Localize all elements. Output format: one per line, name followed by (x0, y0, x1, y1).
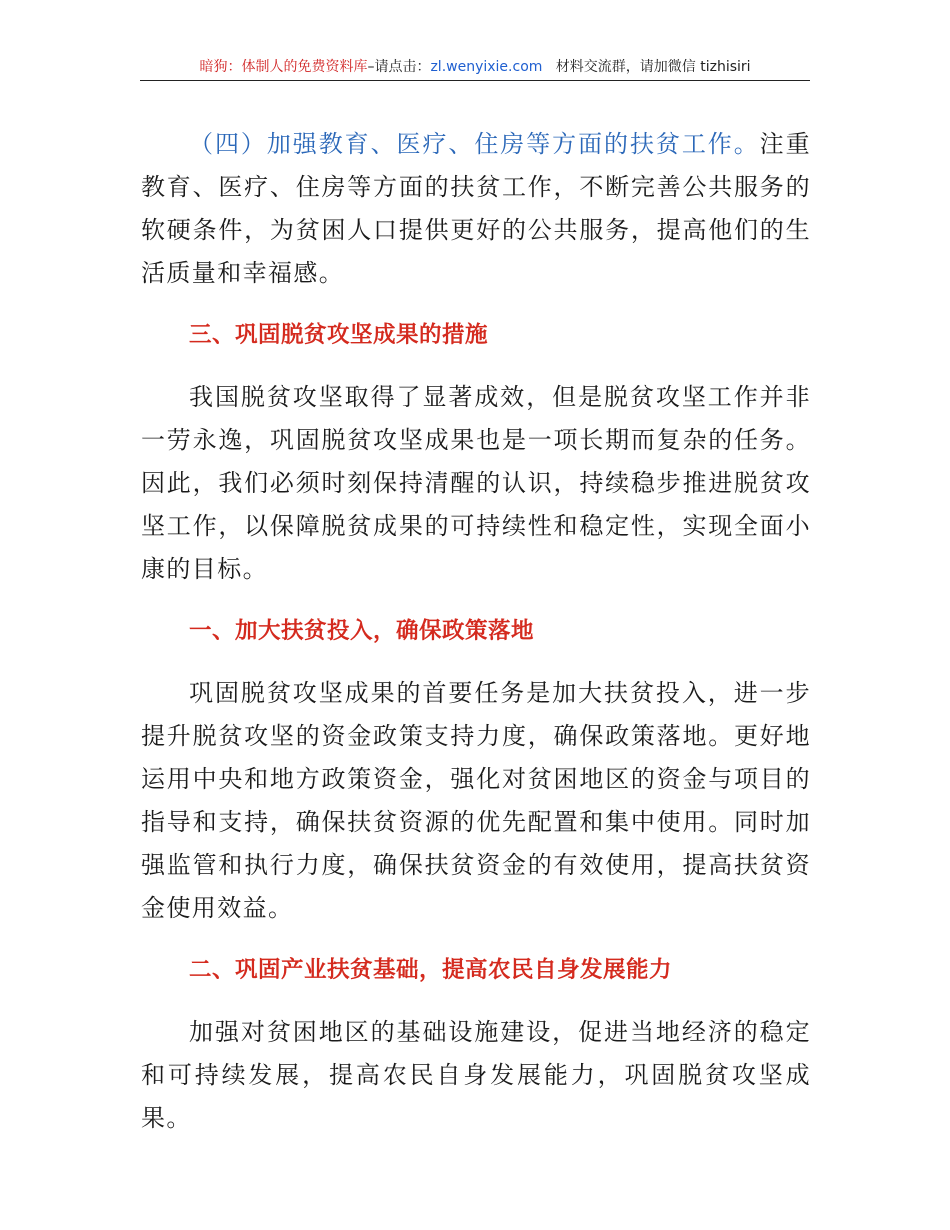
header-contact: 材料交流群，请加微信 tizhisiri (555, 59, 751, 75)
header-click-prompt: –请点击： (367, 59, 431, 75)
section-heading-industry: 二、巩固产业扶贫基础，提高农民自身发展能力 (189, 957, 673, 983)
header-url-link[interactable]: zl.wenyixie.com (430, 59, 543, 75)
paragraph-text: 注重教育、医疗、住房等方面的扶贫工作，不断完善公共服务的软硬条件，为贫困人口提供更好的公共服务，提高他们的生活质量和幸福感。 (141, 130, 811, 287)
document-body (141, 123, 811, 1159)
paragraph-education-health-housing (141, 123, 811, 295)
paragraph-investment: 巩固脱贫攻坚成果的首要任务是加大扶贫投入，进一步提升脱贫攻坚的资金政策支持力度，确保政策落地。更好地运用中央和地方政策资金，强化对贫困地区的资金与项目的指导和支持，确保扶贫资源的优先配置和集中使用。同时加强监管和执行力度，确保扶贫资金的有效使用，提高扶贫资金使用效益。 (141, 679, 811, 922)
paragraph-lead-title: （四）加强教育、医疗、住房等方面的扶贫工作。 (189, 130, 760, 158)
page-header (140, 56, 810, 81)
paragraph-industry: 加强对贫困地区的基础设施建设，促进当地经济的稳定和可持续发展，提高农民自身发展能力，巩固脱贫攻坚成果。 (141, 1018, 811, 1132)
paragraph-measures-intro: 我国脱贫攻坚取得了显著成效，但是脱贫攻坚工作并非一劳永逸，巩固脱贫攻坚成果也是一项长期而复杂的任务。因此，我们必须时刻保持清醒的认识，持续稳步推进脱贫攻坚工作，以保障脱贫成果的可持续性和稳定性，实现全面小康的目标。 (141, 383, 811, 583)
section-heading-measures: 三、巩固脱贫攻坚成果的措施 (189, 322, 489, 348)
section-heading-investment: 一、加大扶贫投入，确保政策落地 (189, 618, 535, 644)
header-site-name: 暗狗：体制人的免费资料库 (199, 59, 368, 75)
